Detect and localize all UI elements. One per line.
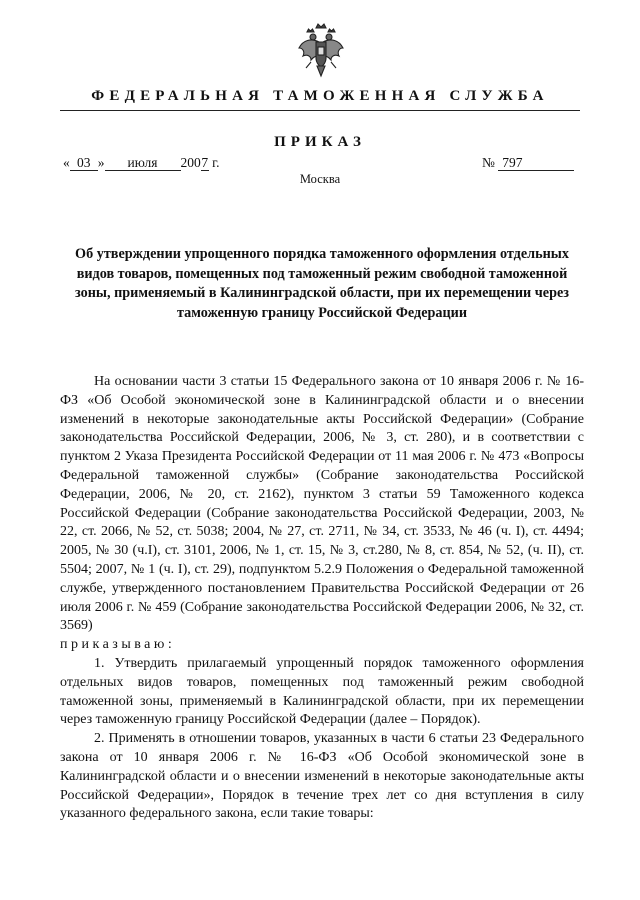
preamble-paragraph: На основании части 3 статьи 15 Федерального закона от 10 января 2006 г. № 16-ФЗ «Об Особой экономической зоне в Калининградской области и о внесении изменений в некоторые законодательные акты Российской Федерации» (Собрание законодательства Российской Федерации, 2006, № 3, ст. 280), и в соответствии с пунктом 2 Указа Президента Российской Федерации от 11 мая 2006 г. № 473 «Вопросы Федеральной таможенной службы» (Собрание законодательства Российской Федерации, 2006, № 20, ст. 2162), пунктом 3 статьи 59 Таможенного кодекса Российской Федерации (Собрание законодательства Российской Федерации, 2003, № 22, ст. 2066, № 52, ст. 5038; 2004, № 27, ст. 2711, № 34, ст. 3533, № 46 (ч. I), ст. 4494; 2005, № 30 (ч.I), ст. 3101, 2006, № 1, ст. 15, № 3, ст.280, № 8, ст. 854, № 52, (ч. II), ст. 5504; 2007, № 1 (ч. I), ст. 29), подпунктом 5.2.9 Положения о Федеральной таможенной службе, утвержденного постановлением Правительства Российской Федерации от 26 июля 2006 г. № 459 (Собрание законодательства Российской Федерации 2006, № 32, ст. 3569) — [60, 374, 584, 634]
order-number — [482, 155, 574, 171]
order-date — [63, 155, 220, 171]
order-item-1: 1. Утвердить прилагаемый упрощенный порядок таможенного оформления отдельных видов товаров, помещенных под таможенный режим свободной таможенной зоны, применяемый в Калининградской области, при их перемещении через таможенную границу Российской Федерации (далее – Порядок). — [60, 655, 584, 728]
coat-of-arms-emblem — [297, 22, 345, 80]
header-divider — [60, 110, 580, 111]
date-year-prefix: 200 — [180, 155, 201, 170]
order-item-2: 2. Применять в отношении товаров, указанных в части 6 статьи 23 Федерального закона от 10 января 2006 г. № 16-ФЗ «Об Особой экономической зоне в Калининградской области и о внесении изменений в некоторые законодательные акты Российской Федерации», Порядок в течение трех лет со дня вступления в силу указанного федерального закона, если такие товары: — [60, 731, 584, 822]
document-type-title: ПРИКАЗ — [274, 134, 366, 150]
date-year-digit: 7 — [201, 155, 209, 170]
date-month: июля — [105, 156, 181, 171]
date-close-quote: » — [97, 155, 105, 170]
date-year-suffix: г. — [208, 155, 220, 170]
number-sign: № — [482, 155, 495, 170]
order-word: приказываю: — [60, 637, 176, 653]
order-subject: Об утверждении упрощенного порядка таможенного оформления отдельных видов товаров, помещенных под таможенный режим свободной таможенной зоны, применяемый в Калининградской области, при их перемещении через таможенную границу Российской Федерации — [75, 246, 569, 321]
agency-name: ФЕДЕРАЛЬНАЯ ТАМОЖЕННАЯ СЛУЖБА — [91, 88, 549, 104]
date-day: 03 — [70, 156, 98, 171]
order-body — [60, 373, 584, 824]
date-open-quote: « — [63, 155, 70, 170]
city-name: Москва — [299, 172, 341, 186]
order-number-value: 797 — [498, 156, 574, 171]
